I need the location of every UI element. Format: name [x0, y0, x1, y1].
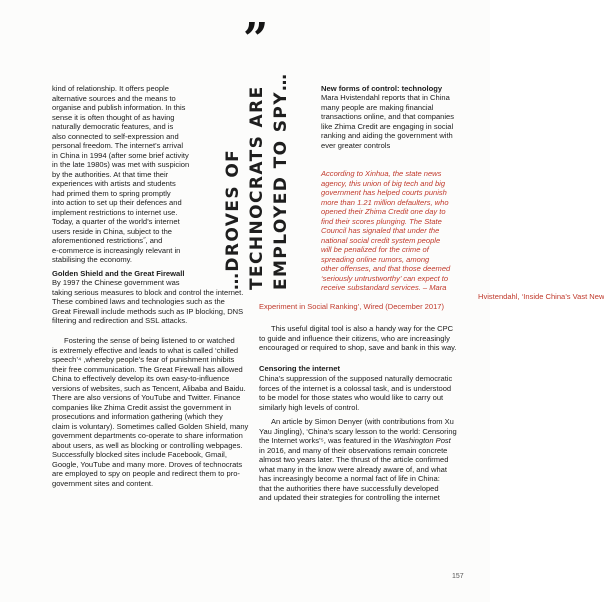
section-heading-golden-shield: Golden Shield and the Great Firewall: [52, 269, 185, 278]
text-line: By 1997 the Chinese government was: [52, 278, 180, 287]
text-line: taking serious measures to block and control the internet.: [52, 287, 244, 297]
text-line: government departments co-operate to share information: [52, 431, 243, 440]
text-line: will be penalized for the crime of: [321, 245, 429, 254]
text-line: companies like Zhima Credit assist the government in: [52, 402, 232, 412]
text-line: These combined laws and technologies such as the: [52, 297, 225, 306]
golden-shield-paragraph-2: [52, 336, 248, 488]
text-line: had primed them to spring promptly: [52, 188, 171, 198]
text-line: forces of the internet is a colossal task, and is understood: [259, 383, 452, 393]
text-line: Successfully blocked sites include Facebook, Gmail,: [52, 450, 227, 459]
text-line: Experiment in Social Ranking’, Wired (December 2017): [259, 301, 444, 311]
red-block-quote: [321, 169, 450, 293]
text-line: other offenses, and that those deemed: [321, 264, 451, 273]
text-line: in 2016, and many of their observations remain concrete: [259, 445, 448, 455]
text-line: ‘seriously untrustworthy’ can expect to: [321, 273, 449, 283]
text-line: Fostering the sense of being listened to or watched: [64, 336, 235, 345]
quote-mark-icon: ”: [243, 14, 269, 65]
section-heading-new-forms-of-control: New forms of control: technology: [321, 84, 443, 93]
text-line: This useful digital tool is also a handy way for the CPC: [271, 324, 454, 333]
text-line: transactions online, and that companies: [321, 112, 454, 121]
text-line: According to Xinhua, the state news: [321, 169, 442, 178]
text-line: similarly high levels of control.: [259, 402, 360, 412]
section-heading-censoring-the-internet: Censoring the internet: [259, 364, 341, 373]
text-span: the Internet works’⁵, was featured in the: [259, 436, 394, 445]
text-line: almost two years later. The thrust of the article confirmed: [259, 455, 449, 464]
text-line: naturally democratic features, and is: [52, 122, 174, 131]
block-quote-citation: [259, 292, 604, 311]
text-line: prosecutions and information gathering (which they: [52, 412, 223, 421]
text-line: kind of relationship. It offers people: [52, 84, 169, 93]
text-line: agency, this union of big tech and big: [321, 178, 446, 188]
text-line: claim is voluntary). Sometimes called Golden Shield, many: [52, 421, 249, 431]
text-line: is extremely effective and leads to what is called ‘chilled: [52, 345, 239, 355]
text-line: experiences with artists and students: [52, 179, 176, 188]
text-line: Yau Jingling), ‘China’s scary lesson to the world: Censoring: [259, 426, 457, 436]
text-line: organise and publish information. In this: [52, 103, 186, 112]
pull-quote-line-1: …DROVES OF: [223, 148, 243, 290]
washington-post-italic: Washington Post: [393, 436, 451, 445]
text-line: There are also versions of YouTube and Twitter. Finance: [52, 393, 241, 402]
text-line: more than 1.21 million defaulters, who: [321, 197, 449, 207]
text-line: find their scores plunging. The State: [321, 216, 442, 226]
left-column-paragraph: [52, 84, 189, 265]
text-line: [259, 436, 457, 446]
text-line: government has helped courts punish: [321, 188, 447, 197]
text-line: by the authorities. At that time their: [52, 169, 169, 179]
text-line: to guide and influence their citizens, who are increasingly: [259, 333, 450, 343]
text-line: like Zhima Credit are engaging in social: [321, 121, 454, 131]
text-line: their free communication. The Great Firewall has allowed: [52, 364, 243, 374]
censoring-paragraph-2: [259, 417, 457, 446]
text-line: government sites and content.: [52, 478, 154, 488]
text-line: China to effectively develop its own easy-to-influence: [52, 374, 230, 383]
text-line: Great Firewall include methods such as IP blocking, DNS: [52, 306, 244, 316]
text-line: into action to set up their defences and: [52, 198, 182, 207]
censoring-paragraph-2-continued: [259, 446, 448, 503]
text-line: are employed to spy on people and redirect them to pro-: [52, 469, 240, 478]
text-line: spreading online rumors, among: [321, 254, 430, 264]
text-line: Mara Hvistendahl reports that in China: [321, 93, 450, 102]
text-line: An article by Simon Denyer (with contributions from Xu: [271, 417, 454, 426]
text-line: and updated their strategies for controlling the internet: [259, 493, 440, 502]
text-line: what many in the know were already aware of, and what: [259, 464, 447, 474]
text-line: speech’⁴ ,whereby people’s fear of punishment inhibits: [52, 355, 235, 364]
text-line: alternative sources and the means to: [52, 93, 176, 103]
text-line: to be model for those states who would like to carry out: [259, 393, 444, 402]
text-line: Today, a quarter of the world’s internet: [52, 217, 180, 226]
text-line: opened their Zhima Credit one day to: [321, 207, 446, 216]
text-line: that the authorities there have successfully developed: [259, 483, 439, 493]
golden-shield-paragraph-1: [52, 278, 243, 326]
text-line: ranking and aiding the government with: [321, 131, 453, 140]
text-line: aforementioned restrictions˝, and: [52, 236, 163, 245]
text-line: versions of websites, such as Tencent, Alibaba and Baidu.: [52, 383, 246, 393]
text-line: Hvistendahl, ‘Inside China’s Vast New: [478, 292, 604, 301]
text-line: national social credit system people: [321, 235, 441, 245]
text-line: encouraged or required to shop, save and bank in this way.: [259, 343, 457, 352]
text-line: Google, YouTube and many more. Droves of technocrats: [52, 459, 243, 469]
page-number: 157: [452, 573, 464, 580]
pull-quote-line-3: EMPLOYED TO SPY…: [271, 72, 291, 290]
new-forms-paragraph: [321, 93, 454, 150]
pull-quote: [218, 72, 300, 292]
text-line: many people are making financial: [321, 102, 434, 112]
text-line: has increasingly become a normal fact of life in China:: [259, 474, 440, 483]
text-line: sense it is often thought of as having: [52, 112, 175, 122]
pull-quote-line-2: TECHNOCRATS ARE: [247, 85, 267, 290]
text-line: Council has signaled that under the: [321, 226, 440, 235]
text-line: ever greater controls: [321, 140, 391, 150]
cpc-tool-paragraph: [259, 324, 456, 353]
text-line: in China in 1994 (after some brief activity: [52, 150, 189, 160]
text-line: in the late 1980s) was met with suspicion: [52, 160, 190, 169]
text-line: e-commerce is increasingly relevant in: [52, 245, 181, 255]
text-line: about users, as well as blocking or controlling webpages.: [52, 440, 243, 450]
text-line: receive substandard services. – Mara: [321, 283, 447, 292]
text-line: stabilising the economy.: [52, 255, 132, 264]
pull-quote-svg: [218, 72, 300, 292]
text-line: implement restrictions to internet use.: [52, 207, 178, 217]
censoring-paragraph-1: [259, 374, 452, 412]
text-line: personal freedom. The internet’s arrival: [52, 141, 184, 150]
text-line: filtering and redirection and SSL attacks.: [52, 316, 188, 325]
text-line: users reside in China, subject to the: [52, 226, 172, 236]
text-line: also connected to self-expression and: [52, 131, 179, 141]
text-line: China’s suppression of the supposed naturally democratic: [259, 374, 453, 383]
